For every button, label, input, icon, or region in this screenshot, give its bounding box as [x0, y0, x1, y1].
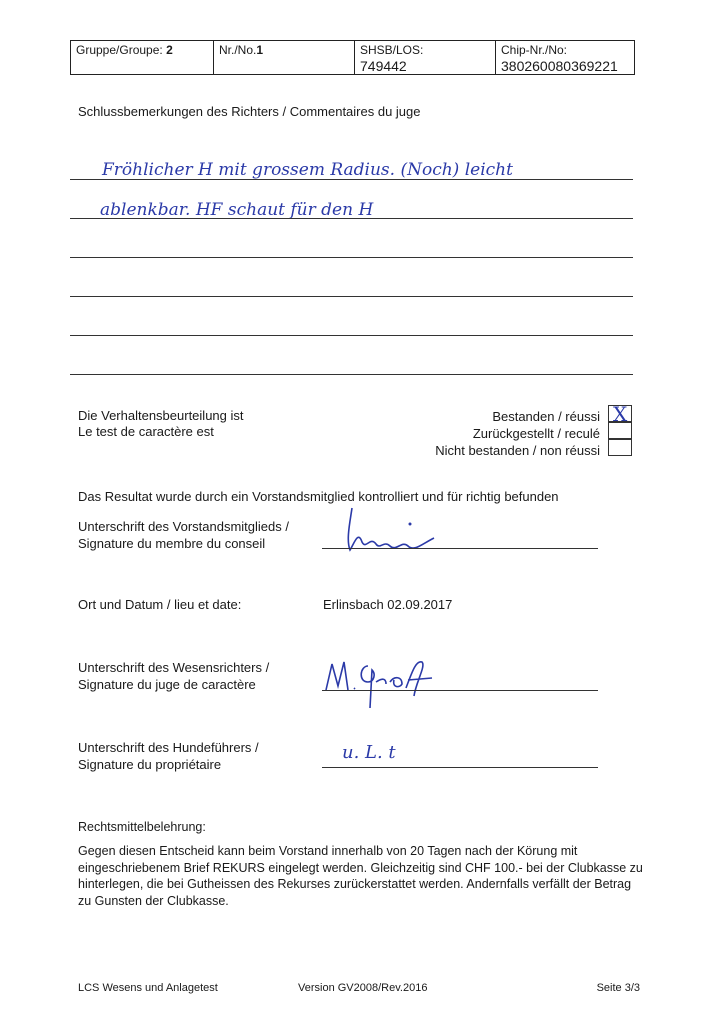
remarks-rule-6: [70, 374, 633, 375]
place-date-value: Erlinsbach 02.09.2017: [323, 597, 453, 612]
shsb-cell: [355, 41, 496, 74]
remarks-rule-2: [70, 218, 633, 219]
option-passed-label: Bestanden / réussi: [492, 409, 600, 424]
chip-value: 380260080369221: [501, 58, 618, 74]
judge-signature-label-fr: Signature du juge de caractère: [78, 677, 256, 692]
remarks-rule-3: [70, 257, 633, 258]
judge-signature-scribble: [320, 652, 450, 712]
assessment-label-fr: Le test de caractère est: [78, 424, 214, 439]
judge-signature-label-de: Unterschrift des Wesensrichters /: [78, 660, 270, 675]
board-signature-scribble: [338, 500, 448, 570]
remarks-line-1: Fröhlicher H mit grossem Radius. (Noch) leicht: [102, 160, 513, 180]
assessment-label-de: Die Verhaltensbeurteilung ist: [78, 408, 244, 423]
checkbox-passed[interactable]: [608, 402, 632, 426]
handler-signature-label-fr: Signature du propriétaire: [78, 757, 222, 772]
handler-signature-label: [78, 739, 259, 773]
judge-signature-line: [322, 690, 598, 691]
group-value: 2: [166, 43, 173, 57]
handler-signature-line: [322, 767, 598, 768]
result-text: Das Resultat wurde durch ein Vorstandsmitglied kontrolliert und für richtig befunden: [78, 489, 559, 504]
check-mark: X: [613, 402, 628, 426]
shsb-value: 749442: [360, 58, 407, 74]
assessment-options: [380, 408, 600, 459]
remarks-rule-5: [70, 335, 633, 336]
place-date-label: Ort und Datum / lieu et date:: [78, 597, 242, 612]
judge-signature-label: [78, 659, 269, 693]
board-signature-label: [78, 518, 289, 552]
checkbox-failed[interactable]: [608, 439, 632, 456]
shsb-label: SHSB/LOS:: [360, 43, 424, 57]
legal-body: Gegen diesen Entscheid kann beim Vorstand innerhalb von 20 Tagen nach der Körung mit eingeschriebenem Brief REKURS eingelegt werden. Gleichzeitig sind CHF 100.- bei der Clubkasse zu hinterlegen, die bei Gutheissen des Rekurses zurückerstattet werden. Andernfalls verfällt der Betrag zu Gunsten der Clubkasse.: [78, 844, 643, 908]
board-signature-label-de: Unterschrift des Vorstandsmitglieds /: [78, 519, 289, 534]
handler-signature-label-de: Unterschrift des Hundeführers /: [78, 740, 259, 755]
option-deferred-label: Zurückgestellt / reculé: [472, 426, 600, 441]
number-label: Nr./No.: [219, 43, 257, 57]
chip-label: Chip-Nr./No:: [501, 43, 568, 57]
footer-center: Version GV2008/Rev.2016: [298, 982, 428, 994]
legal-title: Rechtsmittelbelehrung:: [78, 820, 206, 834]
footer-right: Seite 3/3: [596, 982, 640, 994]
checkbox-deferred[interactable]: [608, 422, 632, 439]
option-failed-label: Nicht bestanden / non réussi: [435, 443, 600, 458]
header-table: [70, 40, 635, 75]
handler-signature-handwriting: u. L. t: [342, 742, 396, 763]
number-value: 1: [256, 43, 264, 57]
number-cell: [214, 41, 355, 74]
board-signature-label-fr: Signature du membre du conseil: [78, 536, 266, 551]
chip-cell: [496, 41, 634, 74]
remarks-rule-1: [70, 179, 633, 180]
group-cell: [71, 41, 214, 74]
footer-left: LCS Wesens und Anlagetest: [78, 982, 218, 994]
remarks-title: Schlussbemerkungen des Richters / Commentaires du juge: [78, 104, 421, 119]
remarks-line-2: ablenkbar. HF schaut für den H: [100, 200, 374, 220]
board-signature-line: [322, 548, 598, 549]
remarks-rule-4: [70, 296, 633, 297]
assessment-label: [78, 408, 244, 440]
group-label: Gruppe/Groupe:: [76, 43, 163, 57]
